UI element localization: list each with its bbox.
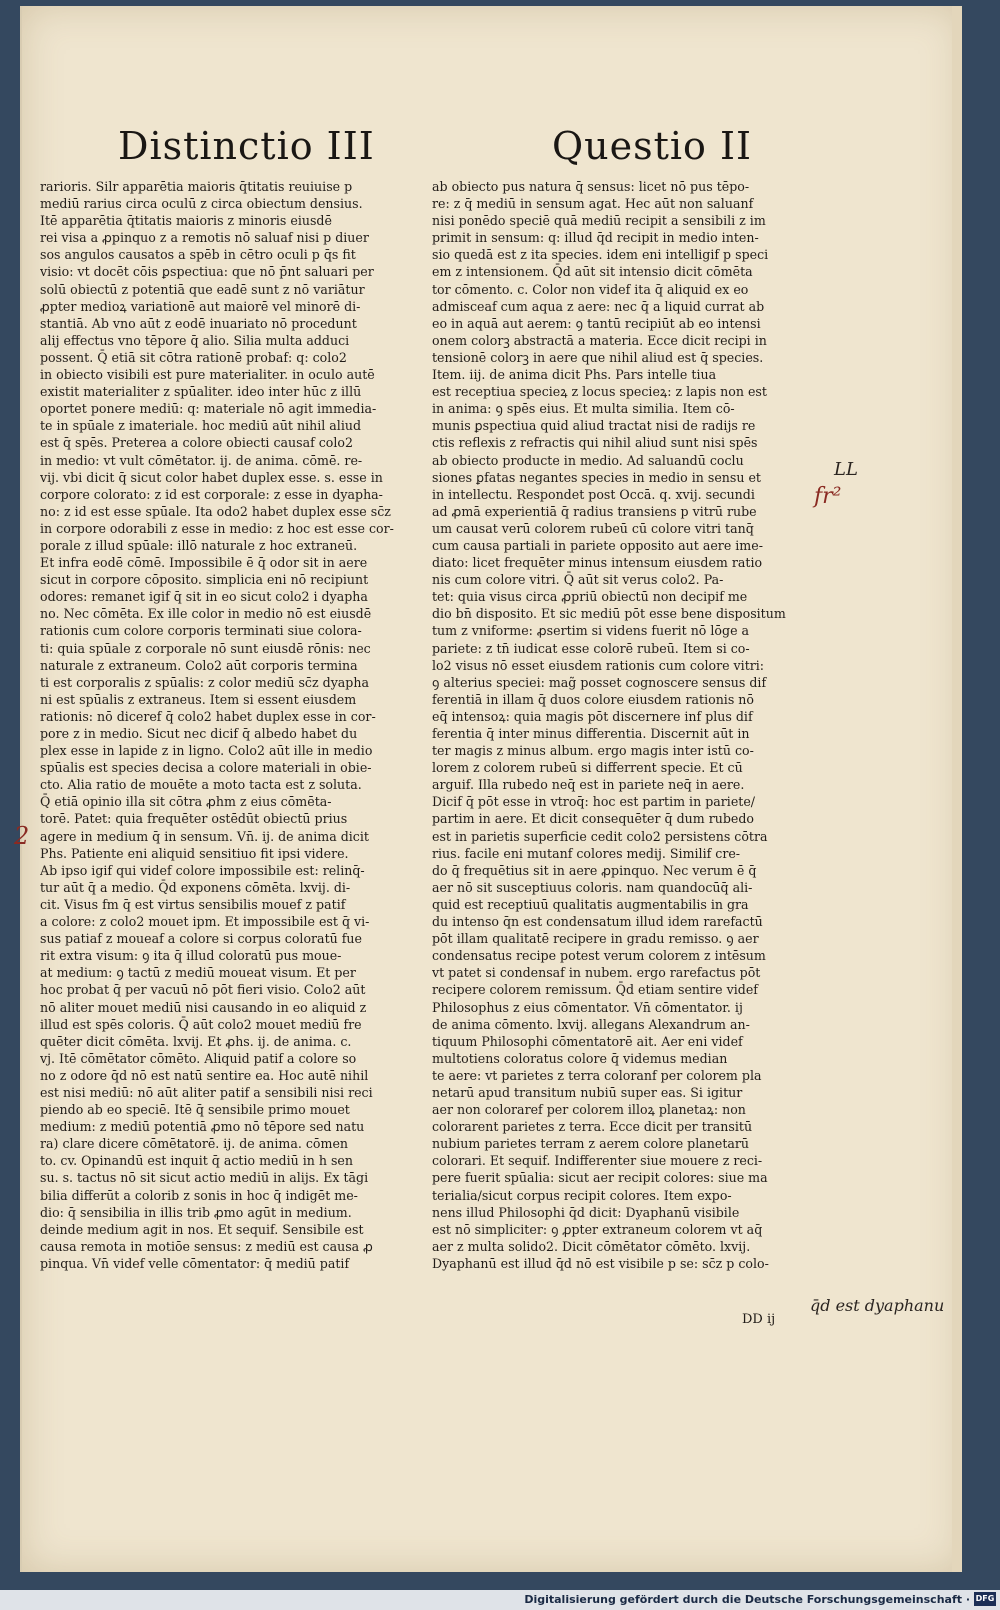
text-line: mediū rarius circa oculū z circa obiectum densius. — [40, 196, 363, 212]
text-line: dio bn̄ disposito. Et sic mediū pōt esse bene dispositum — [432, 606, 786, 622]
text-line: ra) clare dicere cōmētatorē. ij. de anima. cōmen — [40, 1136, 349, 1152]
text-line: Et infra eodē cōmē. Impossibile ē q̄ odor sit in aere — [40, 555, 368, 571]
text-line: naturale z extraneum. Colo2 aūt corporis termina — [40, 657, 358, 673]
text-line: Ab ipso igif qui videf colore impossibile est: relinq̄- — [40, 862, 365, 878]
text-line: cto. Alia ratio de mouēte a moto tacta est z soluta. — [40, 777, 362, 793]
text-line: Dyaphanū est illud q̄d nō est visibile p se: sc̄z p colo- — [432, 1255, 769, 1271]
text-line: pinqua. Vn̄ videf velle cōmentator: q̄ mediū patif — [40, 1255, 350, 1271]
footer-bar — [0, 1590, 1000, 1610]
text-line: in obiecto visibili est pure materialiter. in oculo autē — [40, 367, 375, 383]
text-line: lorem z colorem rubeū si differrent specie. Et cū — [432, 760, 743, 776]
text-line: nubium parietes terram z aerem colore planetarū — [432, 1136, 750, 1152]
text-line: re: z q̄ mediū in sensum agat. Hec aūt non saluanf — [432, 196, 754, 212]
margin-note-ll: LL — [834, 459, 858, 480]
text-line: Phs. Patiente eni aliquid sensitiuo fit ipsi videre. — [40, 845, 349, 861]
text-line: tur aūt q̄ a medio. Q̄d exponens cōmēta. lxvij. di- — [40, 879, 351, 895]
text-line: spūalis est species decisa a colore materiali in obie- — [40, 760, 372, 776]
text-line: arguif. Illa rubedo neq̄ est in pariete neq̄ in aere. — [432, 777, 745, 793]
text-line: in medio: vt vult cōmētator. ij. de anima. cōmē. re- — [40, 452, 363, 468]
text-line: tensionē colorꝫ in aere que nihil aliud est q̄ species. — [432, 349, 764, 365]
text-line: a colore: z colo2 mouet ipm. Et impossibile est q̄ vi- — [40, 914, 370, 930]
text-line: ctis reflexis z refractis qui nihil aliud sunt nisi spēs — [432, 435, 758, 451]
text-line: diato: licet frequēter minus intensum eiusdem ratio — [432, 555, 763, 571]
text-line: in intellectu. Respondet post Occā. q. xvij. secundi — [432, 486, 755, 502]
text-line: deinde medium agit in nos. Et sequif. Sensibile est — [40, 1221, 364, 1237]
text-line: to. cv. Opinandū est inquit q̄ actio mediū in h sen — [40, 1153, 353, 1169]
text-line: nisi ponēdo speciē quā mediū recipit a sensibili z im — [432, 213, 766, 229]
page-edge — [952, 6, 962, 1572]
text-line: munis ꝑspectiua quid aliud tractat nisi de radijs re — [432, 418, 756, 434]
text-line: medium: z mediū potentiā ꝓmo nō tēpore sed natu — [40, 1119, 365, 1135]
text-line: no. Nec cōmēta. Ex ille color in medio nō est eiusdē — [40, 606, 372, 622]
text-line: no: z id est esse spūale. Ita odo2 habet duplex esse sc̄z — [40, 503, 391, 519]
text-line: stantiā. Ab vno aūt z eodē inuariato nō procedunt — [40, 315, 357, 331]
text-line: hoc probat q̄ per vacuū nō pōt fieri visio. Colo2 aūt — [40, 982, 366, 998]
text-line: Dicif q̄ pōt esse in vtroq̄: hoc est partim in pariete/ — [432, 794, 756, 810]
text-line: Item. iij. de anima dicit Phs. Pars intelle tiua — [432, 367, 717, 383]
text-line: ferentia q̄ inter minus differentia. Discernit aūt in — [432, 726, 750, 741]
signature-mark: DD ij — [742, 1312, 776, 1327]
footer-credit: Digitalisierung gefördert durch die Deutsche Forschungsgemeinschaft · — [524, 1593, 970, 1606]
text-line: ti est corporalis z spūalis: z color mediū sc̄z dyapha — [40, 674, 369, 690]
text-line: te in spūale z imateriale. hoc mediū aūt nihil aliud — [40, 418, 362, 434]
text-line: at medium: ꝯ tactū z mediū moueat visum. Et per — [40, 965, 356, 981]
text-line: odores: remanet igif q̄ sit in eo sicut colo2 i dyapha — [40, 589, 368, 605]
text-line: vt patet si condensaf in nubem. ergo rarefactus pōt — [432, 965, 761, 981]
text-line: rius. facile eni mutanf colores medij. Similif cre- — [432, 845, 741, 861]
text-line: visio: vt docēt cōis ꝑspectiua: que nō p̄nt saluari per — [40, 264, 374, 280]
text-line: in anima: ꝯ spēs eius. Et multa similia. Item cō- — [432, 401, 735, 417]
text-line: possent. Q̄ etiā sit cōtra rationē probaf: q: colo2 — [40, 349, 347, 365]
text-line: agere in medium q̄ in sensum. Vn̄. ij. de anima dicit — [40, 828, 369, 844]
margin-note-bottom: q̄d est dyaphanu — [810, 1296, 945, 1315]
text-line: tor cōmento. c. Color non videf ita q̄ aliquid ex eo — [432, 281, 749, 297]
text-line: no z odore q̄d nō est natū sentire ea. Hoc autē nihil — [40, 1067, 369, 1083]
header-left: Distinctio III — [118, 124, 375, 168]
text-line: rit extra visum: ꝯ ita q̄ illud coloratū pus moue- — [40, 948, 342, 964]
text-line: terialia/sicut corpus recipit colores. Item expo- — [432, 1187, 732, 1203]
text-line: Itē apparētia q̄titatis maioris z minoris eiusdē — [40, 213, 332, 229]
text-line: lo2 visus nō esset eiusdem rationis cum colore vitri: — [432, 657, 765, 673]
text-line: nō aliter mouet mediū nisi causando in eo aliquid z — [40, 999, 367, 1015]
dfg-logo: DFG — [974, 1592, 996, 1606]
text-line: quēter dicit cōmēta. lxvij. Et ꝓhs. ij. de anima. c. — [40, 1033, 352, 1049]
text-line: multotiens coloratus colore q̄ videmus median — [432, 1050, 728, 1066]
text-line: ferentiā in illam q̄ duos colore eiusdem rationis nō — [432, 691, 754, 707]
text-line: sus patiaf z moueaf a colore si corpus coloratū fue — [40, 931, 362, 947]
text-line: rarioris. Silr apparētia maioris q̄titatis reuiuise p — [40, 179, 353, 194]
text-line: rationis cum colore corporis terminati siue colora- — [40, 623, 362, 639]
text-line: rei visa a ꝓpinquo z a remotis nō saluaf nisi p diuer — [40, 230, 369, 246]
text-line: dio: q̄ sensibilia in illis trib ꝓmo agūt in medium. — [40, 1204, 352, 1220]
text-line: su. s. tactus nō sit sicut actio mediū in alijs. Ex tāgi — [40, 1170, 369, 1186]
text-line: ꝓpter medioꝝ variationē aut maiorē vel minorē di- — [40, 298, 361, 314]
text-line: existit materialiter z spūaliter. ideo inter hūc z illū — [40, 384, 362, 400]
text-line: onem colorꝫ abstractā a materia. Ecce dicit recipi in — [432, 332, 767, 348]
text-line: sicut in corpore cōposito. simplicia eni nō recipiunt — [40, 572, 369, 588]
text-line: colorarent parietes z terra. Ecce dicit per transitū — [432, 1119, 753, 1135]
text-line: vij. vbi dicit q̄ sicut color habet duplex esse. s. esse in — [40, 469, 383, 485]
right-text-column — [432, 178, 822, 1272]
text-line: est receptiua specieꝝ z locus specieꝝ: z lapis non est — [432, 384, 767, 400]
text-line: um causat verū colorem rubeū cū colore vitri tanq̄ — [432, 520, 754, 536]
text-line: partim in aere. Et dicit consequēter q̄ dum rubedo — [432, 811, 754, 827]
text-line: eo in aquā aut aerem: ꝯ tantū recipiūt ab eo intensi — [432, 315, 761, 331]
text-line: quid est receptiuū qualitatis augmentabilis in gra — [432, 896, 749, 912]
text-line: pōt illam qualitatē recipere in gradu remisso. ꝯ aer — [432, 931, 759, 947]
margin-note-red: fr² — [814, 484, 842, 509]
text-line: de anima cōmento. lxvij. allegans Alexandrum an- — [432, 1016, 750, 1032]
text-line: est nō simpliciter: ꝯ ꝓpter extraneum colorem vt aq̄ — [432, 1221, 763, 1237]
text-line: corpore colorato: z id est corporale: z esse in dyapha- — [40, 486, 383, 502]
text-line: alij effectus vno tēpore q̄ alio. Silia multa adduci — [40, 332, 350, 348]
text-line: du intenso q̄n est condensatum illud idem rarefactū — [432, 914, 763, 930]
text-line: pariete: z tn̄ iudicat esse colorē rubeū. Item si co- — [432, 640, 750, 656]
text-line: solū obiectū z potentiā que eadē sunt z nō variātur — [40, 281, 365, 297]
text-line: pore z in medio. Sicut nec dicif q̄ albedo habet du — [40, 726, 358, 741]
text-line: piendo ab eo speciē. Itē q̄ sensibile primo mouet — [40, 1102, 350, 1118]
text-line: aer non coloraref per colorem illoꝝ planetaꝝ: non — [432, 1102, 746, 1118]
text-line: colorari. Et sequif. Indifferenter siue mouere z reci- — [432, 1153, 763, 1169]
text-line: ab obiecto pus natura q̄ sensus: licet nō pus tēpo- — [432, 179, 750, 194]
text-line: est in parietis superficie cedit colo2 persistens cōtra — [432, 828, 768, 844]
text-line: te aere: vt parietes z terra coloranf per colorem pla — [432, 1067, 762, 1083]
text-line: oportet ponere mediū: q: materiale nō agit immedia- — [40, 401, 377, 417]
text-line: primit in sensum: q: illud q̄d recipit in medio inten- — [432, 230, 759, 246]
text-line: in corpore odorabili z esse in medio: z hoc est esse cor- — [40, 520, 394, 536]
text-line: tet: quia visus circa ꝓpriū obiectū non decipif me — [432, 589, 748, 605]
text-line: ter magis z minus album. ergo magis inter istū co- — [432, 743, 754, 759]
text-line: ad ꝓmā experientiā q̄ radius transiens p vitrū rube — [432, 503, 757, 519]
text-line: ab obiecto producte in medio. Ad saluandū coclu — [432, 452, 744, 468]
margin-note-left: 2 — [14, 822, 30, 850]
text-line: porale z illud spūale: illō naturale z hoc extraneū. — [40, 537, 358, 553]
text-line: plex esse in lapide z in ligno. Colo2 aūt ille in medio — [40, 743, 373, 759]
text-line: recipere colorem remissum. Q̄d etiam sentire videf — [432, 982, 758, 998]
book-page — [14, 6, 962, 1572]
text-line: netarū apud transitum nubiū super eas. Si igitur — [432, 1084, 743, 1100]
text-line: eq̄ intensoꝝ: quia magis pōt discernere inf plus dif — [432, 708, 753, 724]
text-line: ni est spūalis z extraneus. Item si essent eiusdem — [40, 691, 357, 707]
text-line: admisceaf cum aqua z aere: nec q̄ a liquid currat ab — [432, 298, 765, 314]
text-line: causa remota in motiōe sensus: z mediū est causa ꝓ — [40, 1238, 373, 1254]
text-line: Q̄ etiā opinio illa sit cōtra ꝓhm z eius cōmēta- — [40, 794, 332, 810]
text-line: pere fuerit spūalia: sicut aer recipit colores: siue ma — [432, 1170, 768, 1186]
page-header — [22, 116, 962, 176]
text-line: est q̄ spēs. Preterea a colore obiecti causaf colo2 — [40, 435, 354, 451]
text-line: nis cum colore vitri. Q̄ aūt sit verus colo2. Pa- — [432, 572, 724, 588]
text-line: torē. Patet: quia frequēter ostēdūt obiectū prius — [40, 811, 348, 827]
text-line: em z intensionem. Q̄d aūt sit intensio dicit cōmēta — [432, 264, 753, 280]
text-line: ti: quia spūale z corporale nō sunt eiusdē rōnis: nec — [40, 640, 371, 656]
text-line: sos angulos causatos a spēb in cētro oculi p q̄s fit — [40, 247, 356, 263]
text-line: vj. Itē cōmētator cōmēto. Aliquid patif a colore so — [40, 1050, 357, 1066]
text-line: ꝯ alterius speciei: mag̃ posset cognoscere sensus dif — [432, 674, 767, 690]
text-line: aer z multa solido2. Dicit cōmētator cōmēto. lxvij. — [432, 1238, 751, 1254]
text-line: illud est spēs coloris. Q̄ aūt colo2 mouet mediū fre — [40, 1016, 362, 1032]
text-line: rationis: nō diceref q̄ colo2 habet duplex esse in cor- — [40, 708, 376, 724]
text-line: tiquum Philosophi cōmentatorē ait. Aer eni videf — [432, 1033, 743, 1049]
text-line: siones ꝑfatas negantes species in medio in sensu et — [432, 469, 761, 485]
text-line: est nisi mediū: nō aūt aliter patif a sensibili nisi reci — [40, 1084, 373, 1100]
text-line: tum z vniforme: ꝓsertim si videns fuerit nō lōge a — [432, 623, 750, 639]
text-line: sio quedā est z ita species. idem eni intelligif p speci — [432, 247, 769, 263]
text-line: Philosophus z eius cōmentator. Vn̄ cōmentator. ij — [432, 999, 743, 1015]
text-line: bilia differūt a colorib z sonis in hoc q̄ indigēt me- — [40, 1187, 358, 1203]
header-right: Questio II — [552, 124, 753, 168]
text-line: cit. Visus fm q̄ est virtus sensibilis mouef z patif — [40, 896, 346, 912]
text-line: cum causa partiali in pariete opposito aut aere ime- — [432, 537, 763, 553]
text-line: condensatus recipe potest verum colorem z intēsum — [432, 948, 766, 964]
left-text-column — [40, 178, 430, 1272]
text-line: do q̄ frequētius sit in aere ꝓpinquo. Nec verum ē q̄ — [432, 862, 757, 878]
text-line: aer nō sit susceptiuus coloris. nam quandocūq̄ ali- — [432, 879, 753, 895]
text-line: nens illud Philosophi q̄d dicit: Dyaphanū visibile — [432, 1204, 740, 1220]
